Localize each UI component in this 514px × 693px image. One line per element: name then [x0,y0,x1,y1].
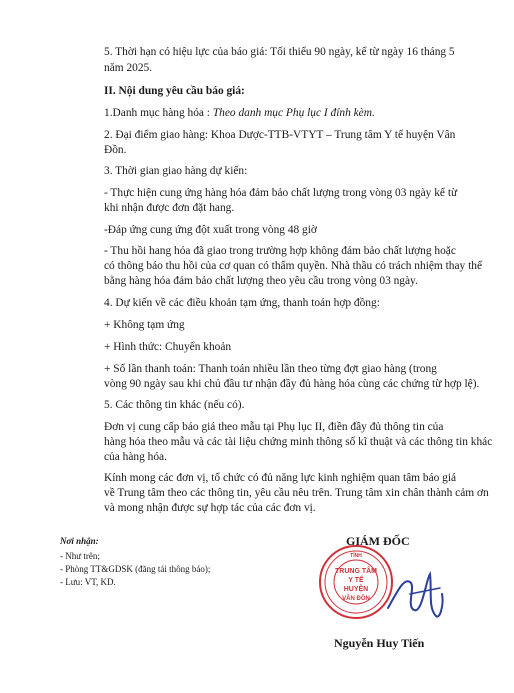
paragraph-line: 5. Thời hạn có hiệu lực của báo giá: Tối thiểu 90 ngày, kể từ ngày 16 tháng 5 [104,46,455,58]
signer-name: Nguyễn Huy Tiến [334,636,425,650]
paragraph-line: về Trung tâm theo các thông tin, yêu cầu nêu trên. Trung tâm xin chân thành cảm ơn [104,487,489,499]
paragraph-line: 3. Thời gian giao hàng dự kiến: [104,165,248,177]
seal-text: TRUNG TÂM [335,568,377,575]
seal-text: Y TẾ [348,577,364,584]
paragraph-line: và mong nhận được sự hợp tác của các đơn vị. [104,502,316,514]
paragraph-line: + Hình thức: Chuyển khoản [104,341,232,353]
item-value: Theo danh mục Phụ lục I đính kèm. [212,107,375,119]
paragraph-line: Kính mong các đơn vị, tổ chức có đủ năng lực kinh nghiệm quan tâm báo giá [104,472,457,484]
paragraph-line: 5. Các thông tin khác (nếu có). [104,399,245,411]
paragraph-line: Đơn vị cung cấp báo giá theo mẫu tại Phụ lục II, điền đầy đủ thông tin của [104,421,444,433]
item-label: 1.Danh mục hàng hóa : [104,107,213,119]
paragraph-line: - Thu hồi hang hóa đã giao trong trường hợp không đảm bảo chất lượng hoặc [104,245,456,257]
recipient-item: - Như trên; [60,551,100,561]
paragraph-line [104,106,375,121]
paragraph-line: khi nhận được đơn đặt hang. [104,202,235,214]
paragraph-line: bằng hàng hóa đảm bảo chất lượng theo yêu cầu trong vòng 03 ngày. [104,275,418,287]
signer-position: GIÁM ĐỐC [346,534,410,548]
section-heading: II. Nội dung yêu cầu báo giá: [104,85,245,97]
paragraph-line: năm 2025. [104,62,153,74]
paragraph-line: của hàng hóa. [104,451,167,463]
seal-text: HUYỆN [343,586,369,593]
paragraph-line: vòng 90 ngày sau khi chủ đầu tư nhận đầy đủ hàng hóa cùng các chứng từ hợp lệ). [104,378,480,390]
paragraph-line: -Đáp ứng cung ứng đột xuất trong vòng 48 giờ [104,224,317,236]
paragraph-line: có thông báo thu hồi của cơ quan có thẩm quyền. Nhà thầu có trách nhiệm thay thế [104,260,483,272]
recipient-item: - Lưu: VT, KD. [60,577,116,587]
handwritten-signature [380,560,450,630]
paragraph-line: hàng hóa theo mẫu và các tài liệu chứng minh thông số kĩ thuật và các thông tin khác [104,436,493,448]
seal-text: VÂN ĐỒN [342,596,370,602]
recipient-item: - Phòng TT&GDSK (đăng tải thông báo); [60,564,211,574]
recipients-title: Nơi nhận: [60,536,99,546]
paragraph-line: Đồn. [104,144,127,156]
paragraph-line: 2. Đại điểm giao hàng: Khoa Dược-TTB-VTYT – Trung tâm Y tế huyện Vân [104,129,456,141]
paragraph-line: - Thực hiện cung ứng hàng hóa đảm bảo chất lượng trong vòng 03 ngày kể từ [104,187,458,199]
paragraph-line: + Số lần thanh toán: Thanh toán nhiều lần theo từng đợt giao hàng (trong [104,363,437,375]
paragraph-line: 4. Dự kiến về các điều khoản tạm ứng, thanh toán hợp đồng: [104,297,380,309]
seal-text: TỈNH [350,553,362,559]
paragraph-line: + Không tạm ứng [104,319,185,331]
